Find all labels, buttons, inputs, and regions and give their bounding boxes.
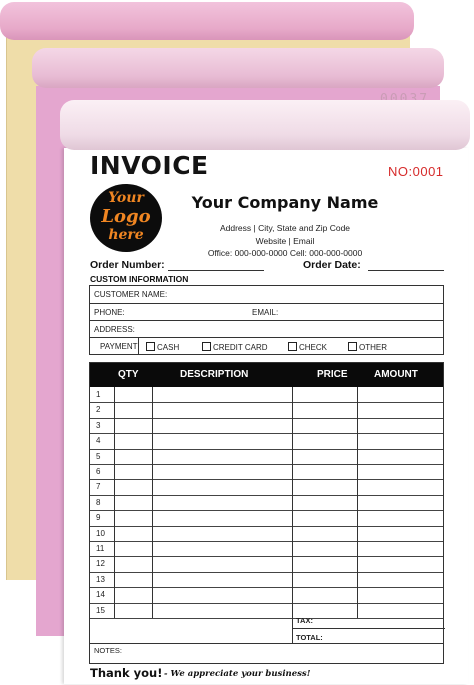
table-row-line xyxy=(90,618,443,619)
cash-label: CASH xyxy=(157,343,180,352)
table-row-line xyxy=(90,603,443,604)
company-address: Address | City, State and Zip Code xyxy=(219,223,351,233)
address-label: ADDRESS: xyxy=(94,325,135,334)
table-row-number: 14 xyxy=(96,590,105,600)
notes-label: NOTES: xyxy=(94,646,122,655)
order-date-label: Order Date: xyxy=(303,259,361,271)
table-column-line xyxy=(152,387,153,618)
table-row-number: 2 xyxy=(96,405,101,415)
front-sheet-roll xyxy=(60,100,470,150)
checkbox-icon xyxy=(348,342,357,351)
table-row-line xyxy=(90,479,443,480)
payment-divider xyxy=(138,338,139,355)
customer-info-box xyxy=(89,285,444,355)
total-label: TOTAL: xyxy=(296,633,323,642)
table-row-number: 9 xyxy=(96,513,101,523)
company-phones: Office: 000-000-0000 Cell: 000-000-0000 xyxy=(207,248,363,258)
tax-total-divider xyxy=(292,618,293,643)
column-header-description: DESCRIPTION xyxy=(180,369,249,380)
address-row xyxy=(90,321,443,338)
checkbox-icon xyxy=(288,342,297,351)
logo-line-3: here xyxy=(108,227,144,243)
table-row-line xyxy=(90,510,443,511)
customer-name-row xyxy=(90,286,443,304)
table-row-number: 7 xyxy=(96,482,101,492)
table-row-number: 13 xyxy=(96,574,105,584)
logo-line-1: Your xyxy=(108,190,144,206)
payment-option-cash xyxy=(146,342,179,352)
column-header-price: PRICE xyxy=(317,369,348,380)
back-sheet-roll xyxy=(0,2,414,40)
table-row-line xyxy=(90,526,443,527)
other-label: OTHER xyxy=(359,343,387,352)
table-row-line xyxy=(90,572,443,573)
appreciate-text: - We appreciate your business! xyxy=(164,669,311,679)
invoice-title: INVOICE xyxy=(90,151,209,180)
table-row-line xyxy=(90,433,443,434)
table-row-number: 3 xyxy=(96,420,101,430)
table-row-line xyxy=(90,402,443,403)
column-header-qty: QTY xyxy=(118,369,139,380)
order-date-line xyxy=(368,270,444,271)
table-row-line xyxy=(90,449,443,450)
invoice-number: NO:0001 xyxy=(388,164,444,179)
column-header-amount: AMOUNT xyxy=(374,369,418,380)
custom-information-heading: CUSTOM INFORMATION xyxy=(90,274,189,284)
company-website: Website | Email xyxy=(255,236,315,246)
checkbox-icon xyxy=(146,342,155,351)
checkbox-icon xyxy=(202,342,211,351)
table-row-number: 5 xyxy=(96,451,101,461)
logo-line-2: Logo xyxy=(101,206,151,227)
table-column-line xyxy=(357,387,358,618)
items-table xyxy=(89,362,444,664)
logo-placeholder xyxy=(90,184,162,252)
payment-option-credit-card xyxy=(202,342,268,352)
table-row-line xyxy=(90,464,443,465)
payment-label: PAYMENT xyxy=(100,342,138,351)
table-row-number: 6 xyxy=(96,467,101,476)
table-row-number: 1 xyxy=(96,390,101,399)
table-row-number: 8 xyxy=(96,497,101,507)
payment-option-check xyxy=(288,342,327,352)
payment-row xyxy=(90,338,443,355)
tax-label: TAX: xyxy=(296,616,313,625)
table-row-line xyxy=(90,541,443,542)
customer-name-label: CUSTOMER NAME: xyxy=(94,290,168,299)
payment-option-other xyxy=(348,342,387,352)
notes-top-line xyxy=(90,643,443,644)
table-row-number: 10 xyxy=(96,528,105,538)
table-column-line xyxy=(114,387,115,618)
table-column-line xyxy=(292,387,293,618)
table-row-line xyxy=(90,556,443,557)
table-row-number: 15 xyxy=(96,605,105,615)
table-header xyxy=(90,363,443,387)
email-label: EMAIL: xyxy=(252,308,279,317)
table-row-line xyxy=(90,418,443,419)
check-label: CHECK xyxy=(299,343,328,352)
order-number-line xyxy=(168,270,264,271)
table-row-line xyxy=(90,495,443,496)
table-row-number: 11 xyxy=(96,544,105,553)
table-row-number: 4 xyxy=(96,436,101,446)
order-number-label: Order Number: xyxy=(90,259,165,271)
phone-label: PHONE: xyxy=(94,308,125,317)
tax-line xyxy=(292,628,445,629)
phone-email-row xyxy=(90,304,443,321)
thank-you-text: Thank you! xyxy=(90,666,163,680)
middle-sheet-roll xyxy=(32,48,444,88)
company-name: Your Company Name xyxy=(191,193,379,212)
table-row-number: 12 xyxy=(96,559,105,569)
credit-card-label: CREDIT CARD xyxy=(213,343,268,352)
table-row-line xyxy=(90,587,443,588)
